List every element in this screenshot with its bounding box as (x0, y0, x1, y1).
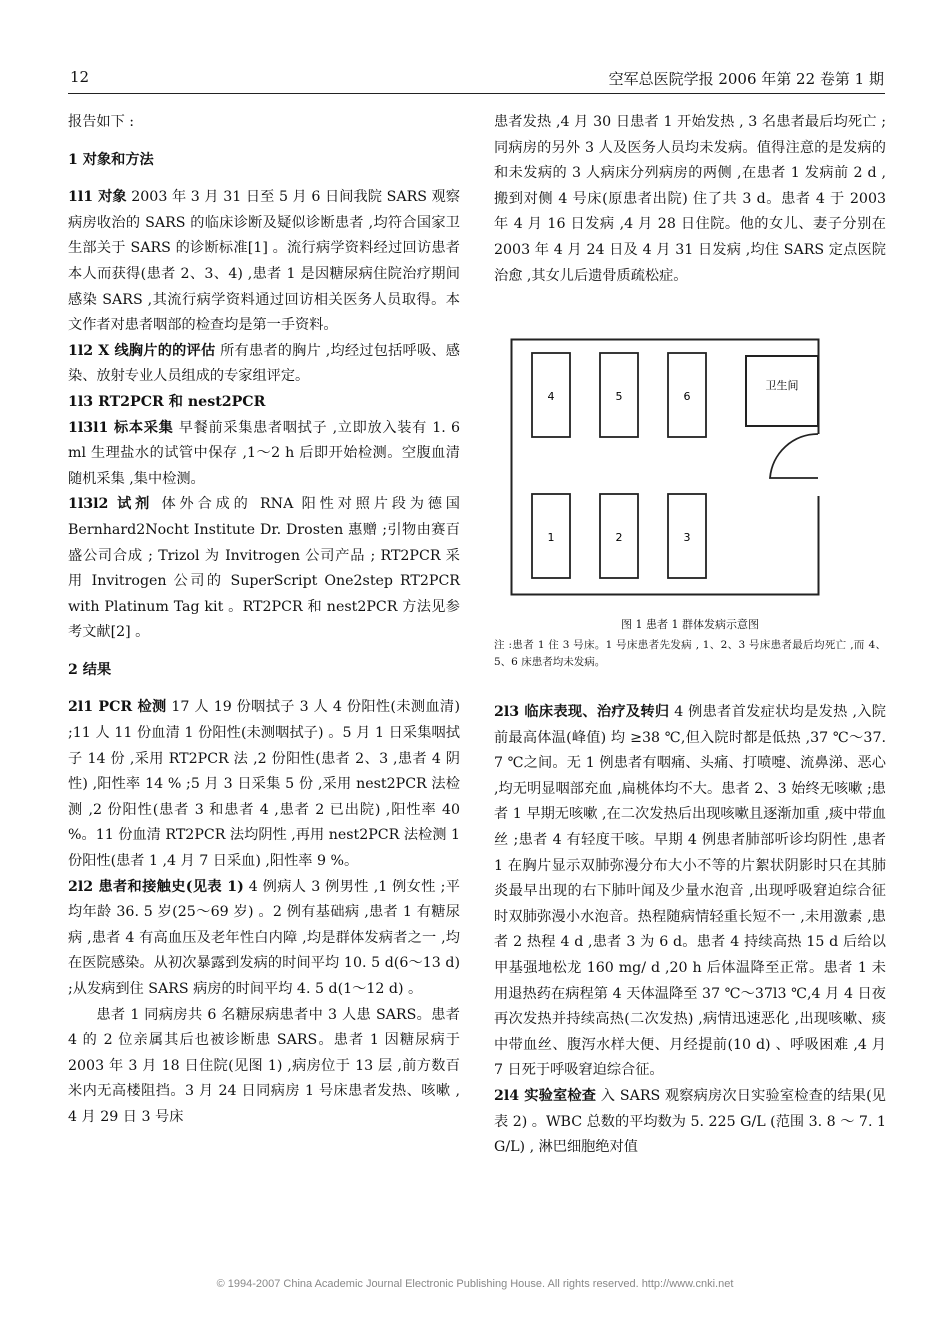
ward-diagram (510, 338, 820, 596)
paragraph-gap (68, 136, 460, 148)
section-heading: 1 对象和方法 (68, 151, 154, 168)
section-heading: 2 结果 (68, 661, 112, 678)
subsection-heading: 1l3l1 标本采集 (68, 419, 174, 436)
subsection-heading: 2l4 实验室检查 (494, 1087, 597, 1104)
paragraph (68, 339, 460, 390)
paragraph-gap (68, 173, 460, 185)
journal-header: 空军总医院学报 2006 年第 22 卷第 1 期 (608, 70, 884, 88)
copyright-footer: © 1994-2007 China Academic Journal Electronic Publishing House. All rights reserved. http://www.cnki.net (216, 1278, 734, 1290)
paragraph (68, 492, 460, 646)
right-column-bottom (494, 700, 886, 1161)
header-rule (68, 93, 885, 94)
paragraph (68, 875, 460, 1003)
door-gap (814, 434, 820, 496)
paragraph-text: 患者 1 同病房共 6 名糖尿病患者中 3 人患 SARS。患者 4 的 2 位亲属其后也被诊断患 SARS。患者 1 因糖尿病于 2003 年 3 月 18 日住院(见图 1) ,病房位于 13 层 ,前方数百米内无高楼阻挡。3 月 24 日同病房 1 号床患者发热、咳嗽 , 4 月 29 日 3 号床 (68, 1006, 460, 1125)
subsection-heading: 1l3 RT2PCR 和 nest2PCR (68, 393, 266, 410)
bed-label: 5 (615, 390, 623, 403)
subsection-heading: 1l3l2 试剂 (68, 496, 154, 513)
paragraph-text: 早餐前采集患者咽拭子 ,立即放入装有 1. 6 ml 生理盐水的试管中保存 ,1～2 h 后即开始检测。空腹血清随机采集 ,集中检测。 (68, 419, 460, 487)
paragraph (68, 416, 460, 493)
paragraph (494, 110, 886, 289)
paragraph (68, 110, 460, 136)
paragraph-text: 2003 年 3 月 31 日至 5 月 6 日间我院 SARS 观察病房收治的 SARS 的临床诊断及疑似诊断患者 ,均符合国家卫生部关于 SARS 的诊断标准[1] 。流行病学资料经过回访患者本人而获得(患者 2、3、4) ,患者 1 是因糖尿病住院治疗期间感染 SARS ,其流行病学资料通过回访相关医务人员取得。本文作者对患者咽部的检查均是第一手资料。 (68, 189, 460, 334)
subsection-heading: 2l1 PCR 检测 (68, 699, 167, 716)
paragraph-text: 体外合成的 RNA 阳性对照片段为德国 Bernhard2Nocht Institute Dr. Drosten 惠赠 ;引物由赛百盛公司合成 ; Trizol 为 Invitrogen 公司产品 ; RT2PCR 采用 Invitrogen 公司的 SuperScript One2step RT2PCR with Platinum Tag kit 。RT2PCR 和 nest2PCR 方法见参考文献[2] 。 (68, 496, 460, 641)
subsection-heading: 2l2 患者和接触史(见表 1) (68, 878, 244, 895)
paragraph-text: 入 SARS 观察病房次日实验室检查的结果(见表 2) 。WBC 总数的平均数为 5. 225 G/L (范围 3. 8 ～ 7. 1 G/L) , 淋巴细胞绝对值 (494, 1087, 886, 1156)
paragraph (68, 695, 460, 874)
bed-label: 2 (615, 531, 623, 544)
figure-note: 注 :患者 1 住 3 号床。1 号床患者先发病 , 1、2、3 号床患者最后均死亡 ,而 4、5、6 床患者均未发病。 (494, 639, 886, 668)
bed-label: 3 (683, 531, 691, 544)
figure-caption: 图 1 患者 1 群体发病示意图 (621, 618, 759, 631)
paragraph-text: 患者发热 ,4 月 30 日患者 1 开始发热 , 3 名患者最后均死亡 ;同病房的另外 3 人及医务人员均未发病。值得注意的是发病的和未发病的 3 人病床分列病房的两侧 ,在患者 1 发病前 2 d ,搬到对侧 4 号床(原患者出院) 住了共 3 d。患者 4 于 2003 年 4 月 16 日发病 ,4 月 28 日住院。他的女儿、妻子分别在 2003 年 4 月 24 日及 4 月 31 日发病 ,均住 SARS 定点医院治愈 ,其女儿后遗骨质疏松症。 (494, 114, 886, 284)
page-number: 12 (70, 68, 90, 86)
subsection-heading: 2l3 临床表现、治疗及转归 (494, 704, 670, 720)
paragraph-text: 报告如下 : (68, 114, 135, 130)
paragraph (68, 185, 460, 339)
bathroom-label: 卫生间 (765, 379, 799, 392)
bed-label: 1 (547, 531, 555, 544)
paragraph (68, 390, 460, 416)
bed-label: 4 (547, 390, 555, 403)
paragraph-text: 所有患者的胸片 ,均经过包括呼吸、感染、放射专业人员组成的专家组评定。 (68, 342, 460, 385)
door-icon (770, 434, 818, 478)
paragraph (494, 700, 886, 1084)
bed-label: 6 (683, 390, 691, 403)
paragraph-gap (68, 683, 460, 695)
paragraph-gap (68, 646, 460, 658)
paragraph (68, 1003, 460, 1131)
paragraph-text: 4 例患者首发症状均是发热 ,入院前最高体温(峰值) 均 ≥38 ℃,但入院时都是低热 ,37 ℃～37. 7 ℃之间。无 1 例患者有咽痛、头痛、打喷嚏、流鼻涕、恶心 ,均无明显咽部充血 ,扁桃体均不大。患者 2、3 始终无咳嗽 ;患者 1 早期无咳嗽 ,在二次发热后出现咳嗽且逐渐加重 ,痰中带血丝 ;患者 4 有轻度干咳。早期 4 例患者肺部听诊均阴性 ,患者 1 在胸片显示双肺弥漫分布大小不等的片絮状阴影时只在其肺炎最早出现的右下肺叶闻及少量水泡音 ,出现呼吸窘迫综合征时双肺弥漫小水泡音。热程随病情轻重长短不一 ,未用激素 ,患者 2 热程 4 d ,患者 3 为 6 d。患者 4 持续高热 15 d 后给以甲基强地松龙 160 mg/ d ,20 h 后体温降至正常。患者 1 未用退热药在病程第 4 天体温降至 37 ℃～37l3 ℃,4 月 4 日夜再次发热并持续高热(二次发热) ,病情迅速恶化 ,出现咳嗽、痰中带血丝、腹泻水样大便、月经提前(10 d) 、呼吸困难 ,4 月 7 日死于呼吸窘迫综合征。 (494, 704, 886, 1079)
right-column-top (494, 110, 886, 289)
subsection-heading: 1l1 对象 (68, 189, 127, 206)
paragraph-text: 4 例病人 3 例男性 ,1 例女性 ;平均年龄 36. 5 岁(25～69 岁) 。2 例有基础病 ,患者 1 有糖尿病 ,患者 4 有高血压及老年性白内障 ,均是群体发病者之一 ,均在医院感染。从初次暴露到发病的时间平均 10. 5 d(6～13 d) ;从发病到住 SARS 病房的时间平均 4. 5 d(1～12 d) 。 (68, 878, 460, 997)
paragraph-text: 17 人 19 份咽拭子 3 人 4 份阳性(未测血清) ;11 人 11 份血清 1 份阳性(未测咽拭子) 。5 月 1 日采集咽拭子 14 份 ,采用 RT2PCR 法 ,2 份阳性(患者 2、3 ,患者 4 阴性) ,阳性率 14 % ;5 月 3 日采集 5 份 ,采用 nest2PCR 法检测 ,2 份阳性(患者 3 和患者 4 ,患者 2 已出院) ,阳性率 40 %。11 份血清 RT2PCR 法均阴性 ,再用 nest2PCR 法检测 1 份阳性(患者 1 ,4 月 7 日采血) ,阳性率 9 %。 (68, 699, 461, 870)
paragraph (494, 1084, 886, 1161)
subsection-heading: 1l2 X 线胸片的的评估 (68, 342, 216, 359)
left-column (68, 110, 460, 1131)
